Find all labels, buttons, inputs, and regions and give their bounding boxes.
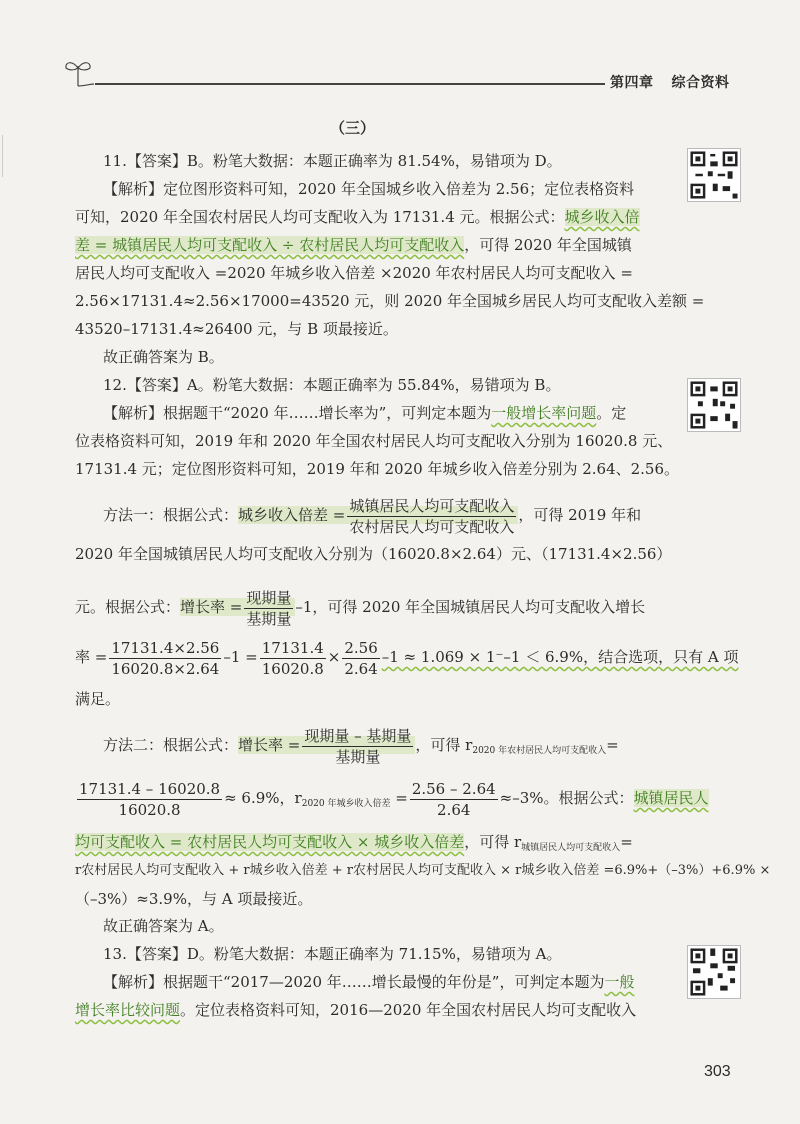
numerator: 城镇居民人均可支配收入 xyxy=(349,496,515,515)
text: = xyxy=(390,789,408,807)
method2-line5: （–3%）≈3.9%，与 A 项最接近。 xyxy=(75,890,313,908)
method2-line1 xyxy=(75,723,665,773)
margin-mark xyxy=(2,135,8,177)
formula-box xyxy=(180,588,295,628)
qr-pattern xyxy=(688,946,740,998)
text: 【解析】根据题干“2020 年……增长率为”，可判定本题为 xyxy=(103,404,492,422)
qr-pattern xyxy=(688,379,740,431)
numerator: 现期量 – 基期量 xyxy=(304,726,412,745)
denominator: 农村居民人均可支配收入 xyxy=(349,517,515,536)
denominator: 2.64 xyxy=(344,659,378,678)
text: ，可得 2020 年全国城镇 xyxy=(464,236,632,254)
fraction xyxy=(410,779,498,820)
method1-line2: 2020 年全国城镇居民人均可支配收入分别为（16020.8×2.64）元、（17131.4×2.56） xyxy=(75,545,672,563)
numerator: 17131.4 xyxy=(261,638,324,657)
text: –1，可得 2020 年全国城镇居民人均可支配收入增长 xyxy=(295,598,646,616)
text: 城乡收入倍差 = xyxy=(238,506,346,524)
numerator: 2.56 – 2.64 xyxy=(411,779,496,798)
text: 。定 xyxy=(596,404,627,422)
method2-line4: r农村居民人均可支配收入 + r城乡收入倍差 + r农村居民人均可支配收入 × r城乡收入倍差 =6.9%+（–3%）+6.9% × xyxy=(75,863,771,878)
numerator: 17131.4×2.56 xyxy=(111,638,220,657)
header-rule xyxy=(95,83,605,85)
leaf-icon xyxy=(62,56,94,90)
key-phrase: 一般 xyxy=(604,973,635,991)
key-phrase: 增长率比较问题 xyxy=(75,1001,181,1019)
subscript: 2020 年城乡收入倍差 xyxy=(301,799,391,809)
fraction xyxy=(302,726,413,767)
chapter-label: 第四章 xyxy=(610,74,654,90)
text: 增长率 = xyxy=(180,598,243,616)
method1-line3 xyxy=(75,587,665,629)
denominator: 16020.8×2.64 xyxy=(111,659,220,678)
q13-line xyxy=(75,968,665,996)
text: 。定位表格资料可知，2016—2020 年全国农村居民人均可支配收入 xyxy=(180,1001,637,1019)
text: = xyxy=(620,833,633,851)
method1-line1 xyxy=(75,495,665,537)
q11-block xyxy=(75,147,705,371)
denominator: 16020.8 xyxy=(118,800,181,819)
q11-line: 居民人均可支配收入 =2020 年城乡收入倍差 ×2020 年农村居民人均可支配收入 = xyxy=(75,264,633,282)
q12-line xyxy=(75,399,665,427)
numerator: 17131.4 – 16020.8 xyxy=(79,779,221,798)
q11-line: 43520–17131.4≈26400 元，与 B 项最接近。 xyxy=(75,320,398,338)
qr-code-icon[interactable] xyxy=(687,148,741,202)
q12-line: 位表格资料可知，2019 年和 2020 年全国农村居民人均可支配收入分别为 16020.8 元、 xyxy=(75,432,673,450)
text: 【解析】根据题干“2017—2020 年……增长最慢的年份是”，可判定本题为 xyxy=(103,973,605,991)
method1-line4 xyxy=(75,637,739,679)
formula-highlight: 均可支配收入 = 农村居民人均可支配收入 × 城乡收入倍差 xyxy=(75,833,465,851)
formula-highlight: 城镇居民人 xyxy=(633,789,709,807)
formula-highlight: 差 = 城镇居民人均可支配收入 ÷ 农村居民人均可支配收入 xyxy=(75,236,465,254)
page-number: 303 xyxy=(704,1063,731,1080)
fraction xyxy=(77,779,222,820)
q12-line: 17131.4 元；定位图形资料可知，2019 年和 2020 年城乡收入倍差分别为 2.64、2.56。 xyxy=(75,460,680,478)
text: 率 = xyxy=(75,648,108,666)
q11-conclusion: 故正确答案为 B。 xyxy=(103,348,224,366)
q12-block xyxy=(75,371,680,483)
qr-pattern xyxy=(688,149,740,201)
q13-block xyxy=(75,940,665,1024)
text: × xyxy=(327,648,341,666)
formula-box xyxy=(238,496,518,536)
numerator: 2.56 xyxy=(344,638,378,657)
denominator: 基期量 xyxy=(335,747,381,766)
subscript: 2020 年农村居民人均可支配收入 xyxy=(472,746,607,756)
denominator: 基期量 xyxy=(246,609,292,628)
qr-code-icon[interactable] xyxy=(687,945,741,999)
fraction xyxy=(342,638,379,679)
text: 方法二：根据公式： xyxy=(103,736,239,754)
text: = xyxy=(606,736,619,754)
text: 方法一：根据公式： xyxy=(103,506,239,524)
method2-line2 xyxy=(75,776,709,826)
denominator: 16020.8 xyxy=(261,659,324,678)
text: 元。根据公式： xyxy=(75,598,181,616)
q13-line xyxy=(75,996,665,1024)
q11-answer: 11.【答案】B。粉笔大数据：本题正确率为 81.54%，易错项为 D。 xyxy=(103,152,562,170)
subscript: 城镇居民人均可支配收入 xyxy=(521,843,621,853)
q11-line: 2.56×17131.4≈2.56×17000=43520 元，则 2020 年全国城乡居民人均可支配收入差额 = xyxy=(75,292,705,310)
qr-code-icon[interactable] xyxy=(687,378,741,432)
method1-line5: 满足。 xyxy=(75,690,121,708)
text: –1 = xyxy=(223,648,258,666)
formula-box xyxy=(238,726,415,766)
text: 可知，2020 年全国农村居民人均可支配收入为 17131.4 元。根据公式： xyxy=(75,208,565,226)
text: 增长率 = xyxy=(238,736,301,754)
q11-line xyxy=(75,203,665,231)
text: –1 ≈ 1.069 × 1⁻–1 ＜ 6.9%，结合选项，只有 A 项 xyxy=(381,648,739,666)
fraction xyxy=(347,496,516,537)
key-phrase: 一般增长率问题 xyxy=(491,404,597,422)
section-label: 综合资料 xyxy=(671,74,730,90)
formula-highlight: 城乡收入倍 xyxy=(564,208,640,226)
q12-conclusion: 故正确答案为 A。 xyxy=(103,917,224,935)
q12-answer: 12.【答案】A。粉笔大数据：本题正确率为 55.84%，易错项为 B。 xyxy=(103,376,561,394)
q11-analysis-line: 【解析】定位图形资料可知，2020 年全国城乡收入倍差为 2.56；定位表格资料 xyxy=(103,180,635,198)
text: ，可得 r xyxy=(464,833,522,851)
chapter-header xyxy=(610,72,730,92)
numerator: 现期量 xyxy=(246,588,292,607)
q13-answer: 13.【答案】D。粉笔大数据：本题正确率为 71.15%，易错项为 A。 xyxy=(103,945,562,963)
text: ≈ 6.9%，r xyxy=(224,789,302,807)
denominator: 2.64 xyxy=(437,800,471,819)
fraction xyxy=(109,638,221,679)
q11-line xyxy=(75,231,665,259)
text: ，可得 r xyxy=(415,736,473,754)
section-title: （三） xyxy=(330,119,376,137)
text: ，可得 2019 年和 xyxy=(518,506,642,524)
fraction xyxy=(260,638,326,679)
text: ≈–3%。根据公式： xyxy=(499,789,634,807)
fraction xyxy=(244,588,293,629)
